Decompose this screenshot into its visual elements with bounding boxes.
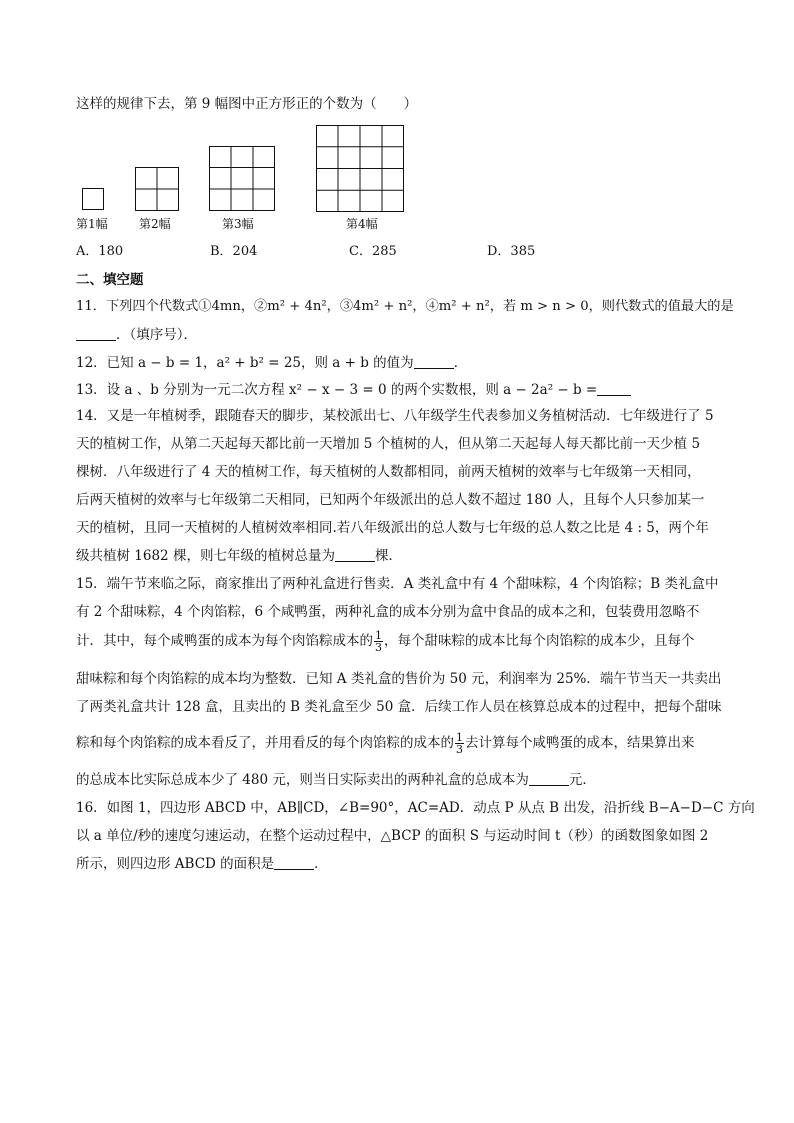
- q12-line: [76, 353, 467, 373]
- q15-text-e: 的总成本比实际总成本少了 480 元，则当日实际卖出的两种礼盒的总成本为: [76, 772, 529, 788]
- q14-line3: 棵树．八年级进行了 4 天的植树工作，每天植树的人数都相同，前两天植树的效率与七年级第一天相同，: [76, 464, 701, 480]
- figure-2-caption: 第2幅: [139, 217, 171, 231]
- q15-text-d: 去计算每个咸鸭蛋的成本，结果算出来: [465, 735, 695, 751]
- q12-text: 12．已知 a − b = 1，a² + b² = 25，则 a + b 的值为: [76, 355, 414, 371]
- q14-line5: 天的植树，且同一天植树的人植树效率相同.若八年级派出的总人数与七年级的总人数之比是 4 : 5，两个年: [76, 520, 709, 536]
- q14-tail: 棵．: [374, 548, 402, 564]
- answer-blank[interactable]: [597, 381, 631, 396]
- q15-line6: [76, 732, 695, 755]
- grid-2x2: [135, 167, 179, 211]
- figure-4-caption: 第4幅: [346, 217, 378, 231]
- q14-line1: 14．又是一年植树季，跟随春天的脚步，某校派出七、八年级学生代表参加义务植树活动．七年级进行了 5: [76, 408, 714, 424]
- fraction-one-third: $\frac{1}{3}$: [375, 629, 382, 654]
- figure-1-grid: [82, 188, 104, 210]
- q12-tail: ．: [453, 355, 468, 371]
- q15-text-a: 计．其中，每个咸鸭蛋的成本为每个肉馅粽成本的: [76, 633, 373, 649]
- q15-text-b: ，每个甜味粽的成本比每个肉馅粽的成本少，且每个: [384, 633, 695, 649]
- figure-3-caption: 第3幅: [222, 217, 254, 231]
- section-title: 二、填空题: [76, 272, 144, 288]
- figure-4-grid: [316, 125, 404, 212]
- option-c: C．285: [349, 244, 397, 259]
- answer-blank[interactable]: [529, 771, 569, 786]
- q16-tail: ．: [314, 856, 328, 872]
- grid-3x3: [209, 146, 275, 211]
- q14-line2: 天的植树工作，从第二天起每天都比前一天增加 5 个植树的人，但从第二天起每人每天都比前一天少植 5: [76, 436, 701, 452]
- q15-tail: 元．: [568, 772, 596, 788]
- q16-line3: [76, 854, 328, 874]
- figure-3-grid: [209, 146, 275, 211]
- figure-1-caption: 第1幅: [76, 217, 108, 231]
- q15-line3: [76, 630, 695, 653]
- q14-line6: [76, 546, 402, 566]
- q15-line4: 甜味粽和每个肉馅粽的成本均为整数．已知 A 类礼盒的售价为 50 元，利润率为 25%．端午节当天一共卖出: [76, 671, 722, 687]
- answer-blank[interactable]: [335, 547, 375, 562]
- q13-text: 13．设 a 、b 分别为一元二次方程 x² − x − 3 = 0 的两个实数根，则 a − 2a² − b =: [76, 382, 598, 398]
- q16-text: 所示，则四边形 ABCD 的面积是: [76, 856, 275, 872]
- option-b: B．204: [210, 244, 258, 259]
- figure-2-grid: [135, 167, 179, 211]
- answer-blank[interactable]: [76, 326, 116, 341]
- fraction-one-third: $\frac{1}{3}$: [456, 731, 463, 756]
- answer-blank[interactable]: [414, 354, 454, 369]
- q15-line1: 15．端午节来临之际，商家推出了两种礼盒进行售卖．A 类礼盒中有 4 个甜味粽，4 个肉馅粽；B 类礼盒中: [76, 576, 719, 592]
- option-d: D．385: [487, 244, 536, 259]
- q16-line1: 16．如图 1，四边形 ABCD 中，AB∥CD，∠B=90°，AC=AD．动点 P 从点 B 出发，沿折线 B−A−D−C 方向: [76, 800, 755, 816]
- q10-stem: 这样的规律下去，第 9 幅图中正方形正的个数为（ ）: [76, 96, 418, 112]
- q14-line4: 后两天植树的效率与七年级第二天相同，已知两个年级派出的总人数不超过 180 人，且每个人只参加某一: [76, 492, 705, 508]
- q11-tail: ．（填序号）．: [116, 327, 197, 343]
- answer-blank[interactable]: [274, 855, 314, 870]
- q16-line2: 以 a 单位/秒的速度匀速运动，在整个运动过程中，△BCP 的面积 S 与运动时间 t（秒）的函数图象如图 2: [76, 828, 709, 844]
- q11-line2: [76, 325, 197, 345]
- q15-line7: [76, 770, 596, 790]
- q13-line: [76, 380, 631, 400]
- option-a: A．180: [76, 244, 124, 259]
- q14-text: 级共植树 1682 棵，则七年级的植树总量为: [76, 548, 335, 564]
- q15-line2: 有 2 个甜味粽，4 个肉馅粽，6 个咸鸭蛋，两种礼盒的成本分别为盒中食品的成本之和，包装费用忽略不: [76, 604, 700, 620]
- grid-1x1: [82, 188, 104, 210]
- q15-text-c: 粽和每个肉馅粽的成本看反了，并用看反的每个肉馅粽的成本的: [76, 735, 454, 751]
- q15-line5: 了两类礼盒共计 128 盒，且卖出的 B 类礼盒至少 50 盒．后续工作人员在核算总成本的过程中，把每个甜味: [76, 699, 722, 715]
- grid-4x4: [316, 125, 404, 212]
- q11-line1: 11．下列四个代数式①4mn，②m² + 4n²，③4m² + n²，④m² + n²，若 m > n > 0，则代数式的值最大的是: [76, 299, 734, 314]
